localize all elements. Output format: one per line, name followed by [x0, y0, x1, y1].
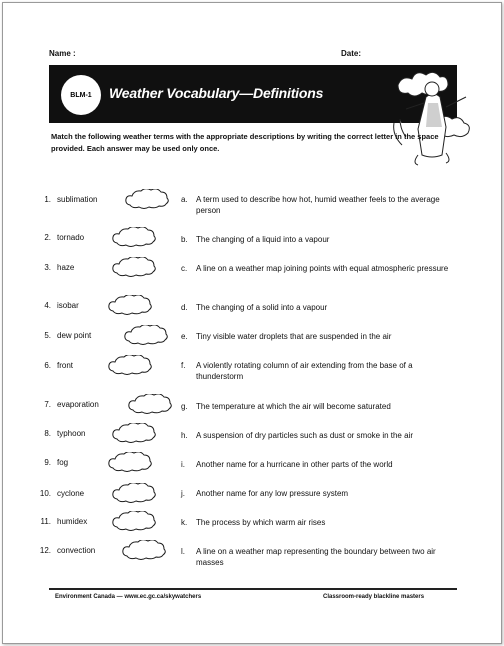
- definition-item: [181, 430, 454, 441]
- definition-item: [181, 546, 454, 568]
- definition-text: The temperature at which the air will become saturated: [196, 402, 391, 411]
- definition-item: [181, 401, 454, 412]
- definition-letter: b.: [181, 235, 188, 244]
- term-item: [37, 458, 68, 467]
- answer-cloud-icon[interactable]: [111, 227, 159, 249]
- answer-cloud-icon[interactable]: [124, 189, 172, 211]
- definition-text: A term used to describe how hot, humid weather feels to the average person: [196, 195, 440, 215]
- definition-letter: a.: [181, 195, 188, 204]
- term-item: [37, 429, 85, 438]
- answer-cloud-icon[interactable]: [111, 257, 159, 279]
- definition-item: [181, 194, 454, 216]
- term-number: 1.: [44, 195, 51, 204]
- term-item: [37, 263, 74, 272]
- definition-item: [181, 459, 454, 470]
- footer-label: Classroom-ready blackline masters: [323, 594, 425, 600]
- definition-letter: j.: [181, 489, 185, 498]
- instructions-text: Match the following weather terms with the appropriate descriptions by writing the correct letter in the space provided. Each answer may be used only once.: [51, 132, 439, 153]
- term-label: humidex: [57, 517, 88, 526]
- term-number: 7.: [44, 400, 51, 409]
- term-label: tornado: [57, 233, 85, 242]
- definition-letter: i.: [181, 460, 185, 469]
- date-label: Date:: [341, 49, 362, 58]
- term-number: 8.: [44, 429, 51, 438]
- definition-item: [181, 331, 454, 342]
- term-item: [37, 400, 99, 409]
- definition-text: Tiny visible water droplets that are suspended in the air: [196, 332, 392, 341]
- answer-cloud-icon[interactable]: [121, 540, 169, 562]
- definition-text: The changing of a liquid into a vapour: [196, 235, 330, 244]
- definition-item: [181, 360, 454, 382]
- blm-badge: BLM-1: [61, 75, 101, 115]
- definition-letter: k.: [181, 518, 188, 527]
- definition-letter: c.: [181, 264, 188, 273]
- term-label: convection: [57, 546, 96, 555]
- definition-letter: d.: [181, 303, 188, 312]
- term-label: typhoon: [57, 429, 86, 438]
- definition-item: [181, 302, 454, 313]
- term-label: evaporation: [57, 400, 99, 409]
- footer-source: Environment Canada — www.ec.gc.ca/skywatchers: [55, 594, 202, 600]
- definition-text: Another name for any low pressure system: [196, 489, 349, 498]
- answer-cloud-icon[interactable]: [123, 325, 171, 347]
- term-number: 11.: [40, 517, 51, 526]
- definition-text: Another name for a hurricane in other parts of the world: [196, 460, 393, 469]
- answer-cloud-icon[interactable]: [127, 394, 175, 416]
- term-item: [37, 546, 95, 555]
- definition-letter: h.: [181, 431, 188, 440]
- definition-item: [181, 488, 454, 499]
- term-number: 6.: [44, 361, 51, 370]
- definition-letter: g.: [181, 402, 188, 411]
- answer-cloud-icon[interactable]: [111, 423, 159, 445]
- name-label: Name :: [49, 49, 76, 58]
- definition-text: The changing of a solid into a vapour: [196, 303, 328, 312]
- answer-cloud-icon[interactable]: [107, 452, 155, 474]
- definition-letter: l.: [181, 547, 185, 556]
- definition-letter: e.: [181, 332, 188, 341]
- footer-divider: [49, 588, 457, 590]
- term-item: [37, 301, 79, 310]
- definition-text: A line on a weather map representing the boundary between two air masses: [196, 547, 436, 567]
- term-number: 12.: [39, 546, 51, 555]
- definition-text: The process by which warm air rises: [196, 518, 326, 527]
- term-item: [37, 233, 84, 242]
- page-title: Weather Vocabulary—Definitions: [109, 85, 324, 101]
- answer-cloud-icon[interactable]: [111, 511, 159, 533]
- term-item: [37, 331, 91, 340]
- answer-cloud-icon[interactable]: [107, 295, 155, 317]
- term-item: [37, 195, 97, 204]
- term-label: sublimation: [57, 195, 98, 204]
- definition-text: A violently rotating column of air extending from the base of a thunderstorm: [196, 361, 413, 381]
- term-number: 4.: [44, 301, 51, 310]
- definition-item: [181, 234, 454, 245]
- term-label: front: [57, 361, 74, 370]
- definition-text: A line on a weather map joining points with equal atmospheric pressure: [196, 264, 449, 273]
- term-label: dew point: [57, 331, 92, 340]
- definition-item: [181, 517, 454, 528]
- answer-cloud-icon[interactable]: [111, 483, 159, 505]
- term-number: 5.: [44, 331, 51, 340]
- definition-item: [181, 263, 454, 274]
- worksheet-page: [2, 2, 502, 644]
- term-number: 2.: [44, 233, 51, 242]
- term-item: [37, 489, 84, 498]
- definition-letter: f.: [181, 361, 186, 370]
- term-item: [37, 361, 73, 370]
- definition-text: A suspension of dry particles such as dust or smoke in the air: [196, 431, 413, 440]
- term-label: haze: [57, 263, 75, 272]
- term-label: cyclone: [57, 489, 85, 498]
- answer-cloud-icon[interactable]: [107, 355, 155, 377]
- term-number: 3.: [44, 263, 51, 272]
- term-number: 10.: [39, 489, 51, 498]
- term-label: isobar: [57, 301, 79, 310]
- term-label: fog: [57, 458, 69, 467]
- term-item: [37, 517, 87, 526]
- term-number: 9.: [44, 458, 51, 467]
